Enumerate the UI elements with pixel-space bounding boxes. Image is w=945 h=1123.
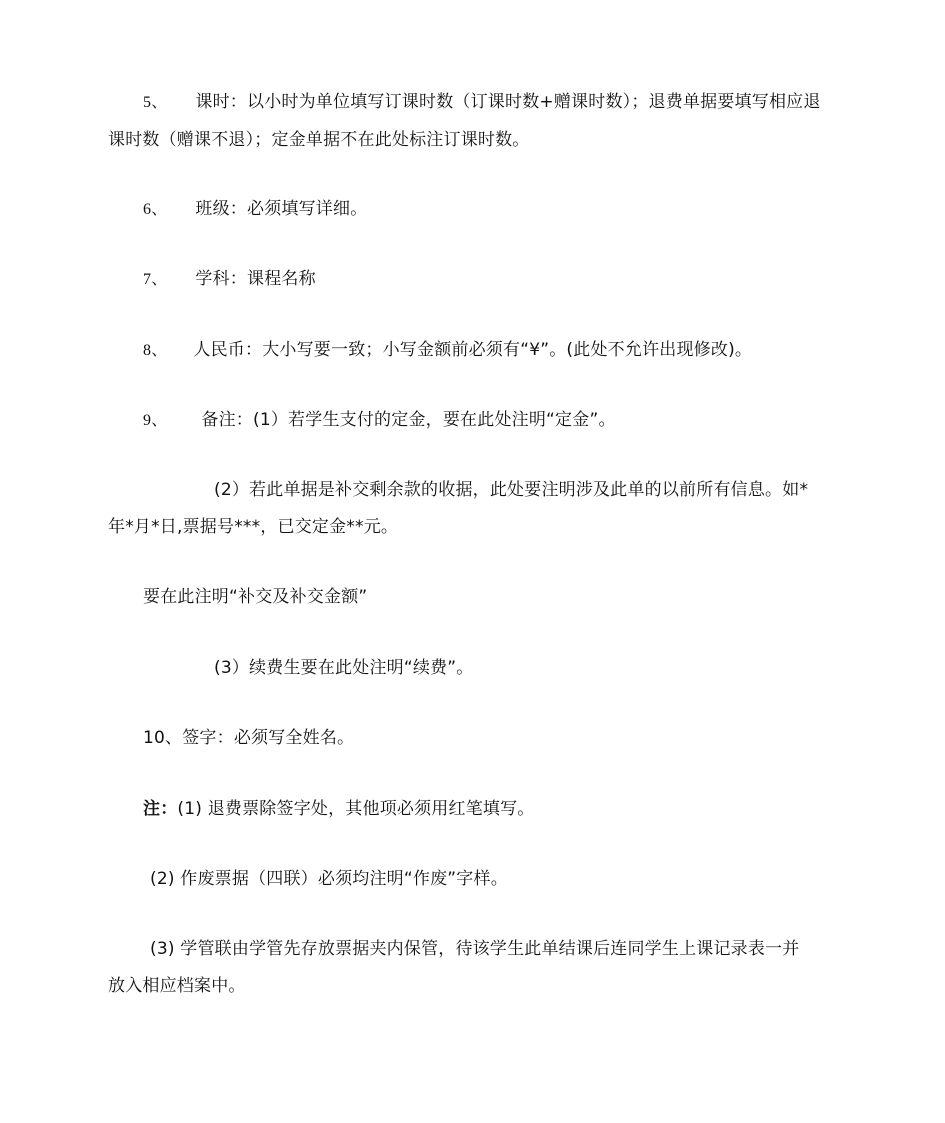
item-7-text: 学科：课程名称 <box>195 269 316 289</box>
note-label: 注： <box>143 799 178 819</box>
item-6 <box>143 197 367 222</box>
item-5-text-line-1: 课时：以小时为单位填写订课时数（订课时数+赠课时数）；退费单据要填写相应退 <box>195 92 821 112</box>
item-7 <box>143 267 316 292</box>
item-8-number: 8、 <box>143 342 168 359</box>
item-9-sub-2-line-2: 年*月*日,票据号***，已交定金**元。 <box>108 517 399 537</box>
note-2: (2) 作废票据（四联）必须均注明“作废”字样。 <box>150 869 508 889</box>
item-10: 10、签字：必须写全姓名。 <box>143 728 355 748</box>
item-8 <box>143 338 752 363</box>
item-9-text: 备注：(1）若学生支付的定金，要在此处注明“定金”。 <box>201 410 616 430</box>
note-3-line-2: 放入相应档案中。 <box>108 976 246 996</box>
item-9-sub-2-line-3: 要在此注明“补交及补交金额” <box>143 587 368 607</box>
item-9-sub-3: (3）续费生要在此处注明“续费”。 <box>214 658 474 678</box>
note-3-line-1: (3) 学管联由学管先存放票据夹内保管，待该学生此单结课后连同学生上课记录表一并 <box>150 939 800 959</box>
item-5-line-1 <box>143 90 821 115</box>
note-1 <box>143 797 535 821</box>
item-6-text: 班级：必须填写详细。 <box>195 199 368 219</box>
item-9 <box>143 408 616 433</box>
item-9-number: 9、 <box>143 412 168 429</box>
item-5-number: 5、 <box>143 94 168 111</box>
item-7-number: 7、 <box>143 271 168 288</box>
item-5-line-2: 课时数（赠课不退）；定金单据不在此处标注订课时数。 <box>108 130 530 150</box>
note-1-text: (1) 退费票除签字处，其他项必须用红笔填写。 <box>177 799 535 819</box>
item-8-text: 人民币：大小写要一致；小写金额前必须有“¥”。(此处不允许出现修改)。 <box>193 340 753 360</box>
item-6-number: 6、 <box>143 201 168 218</box>
item-9-sub-2-line-1: (2）若此单据是补交剩余款的收据，此处要注明涉及此单的以前所有信息。如* <box>214 480 809 500</box>
